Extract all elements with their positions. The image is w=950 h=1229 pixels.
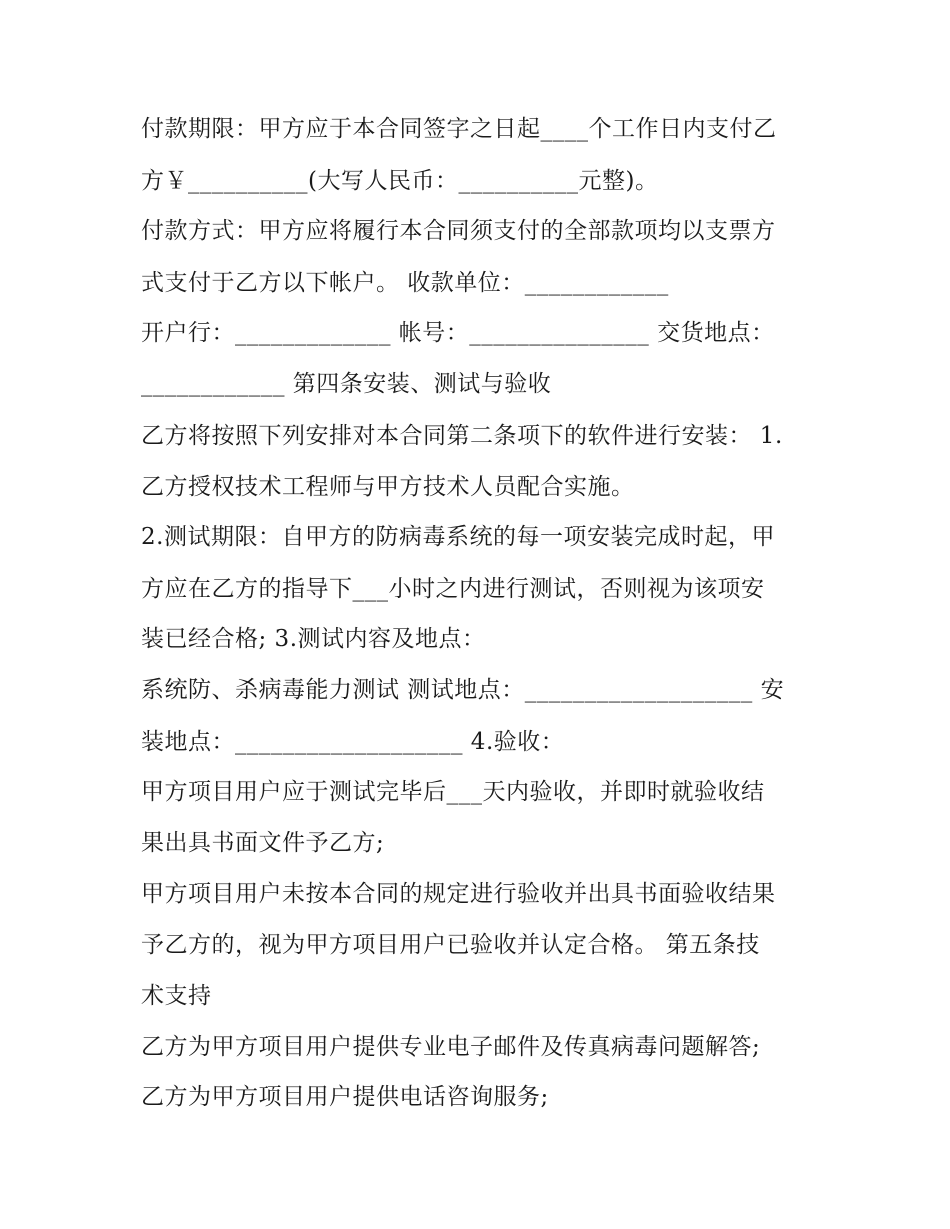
text-line: 甲方项目用户未按本合同的规定进行验收并出具书面验收结果: [141, 881, 776, 907]
text-line: 方应在乙方的指导下___小时之内进行测试，否则视为该项安: [141, 576, 765, 602]
text-line: 付款期限：甲方应于本合同签字之日起____个工作日内支付乙: [141, 116, 777, 142]
text-line: 系统防、杀病毒能力测试 测试地点：___________________ 安: [141, 677, 785, 703]
text-line: 果出具书面文件予乙方;: [141, 830, 385, 856]
text-line: 乙方为甲方项目用户提供专业电子邮件及传真病毒问题解答;: [141, 1034, 761, 1060]
text-line: 装地点：___________________ 4.验收：: [141, 729, 565, 755]
text-line: 予乙方的，视为甲方项目用户已验收并认定合格。 第五条技: [141, 932, 760, 958]
text-line: 乙方将按照下列安排对本合同第二条项下的软件进行安装： 1.: [141, 423, 783, 449]
text-line: 术支持: [141, 983, 212, 1009]
text-line: 2.测试期限：自甲方的防病毒系统的每一项安装完成时起，甲: [141, 524, 775, 550]
text-line: 开户行：_____________ 帐号：_______________ 交货地点：: [141, 320, 775, 346]
text-line: 方￥__________(大写人民币：__________元整)。: [141, 168, 659, 194]
text-line: 付款方式：甲方应将履行本合同须支付的全部款项均以支票方: [141, 218, 776, 244]
text-line: 乙方为甲方项目用户提供电话咨询服务;: [141, 1084, 549, 1110]
text-line: 装已经合格; 3.测试内容及地点：: [141, 626, 486, 652]
text-line: 甲方项目用户应于测试完毕后___天内验收，并即时就验收结: [141, 779, 765, 805]
text-line: 乙方授权技术工程师与甲方技术人员配合实施。: [141, 474, 635, 500]
text-line: 式支付于乙方以下帐户。 收款单位：____________: [141, 270, 669, 296]
text-line: ____________ 第四条安装、测试与验收: [141, 371, 552, 397]
